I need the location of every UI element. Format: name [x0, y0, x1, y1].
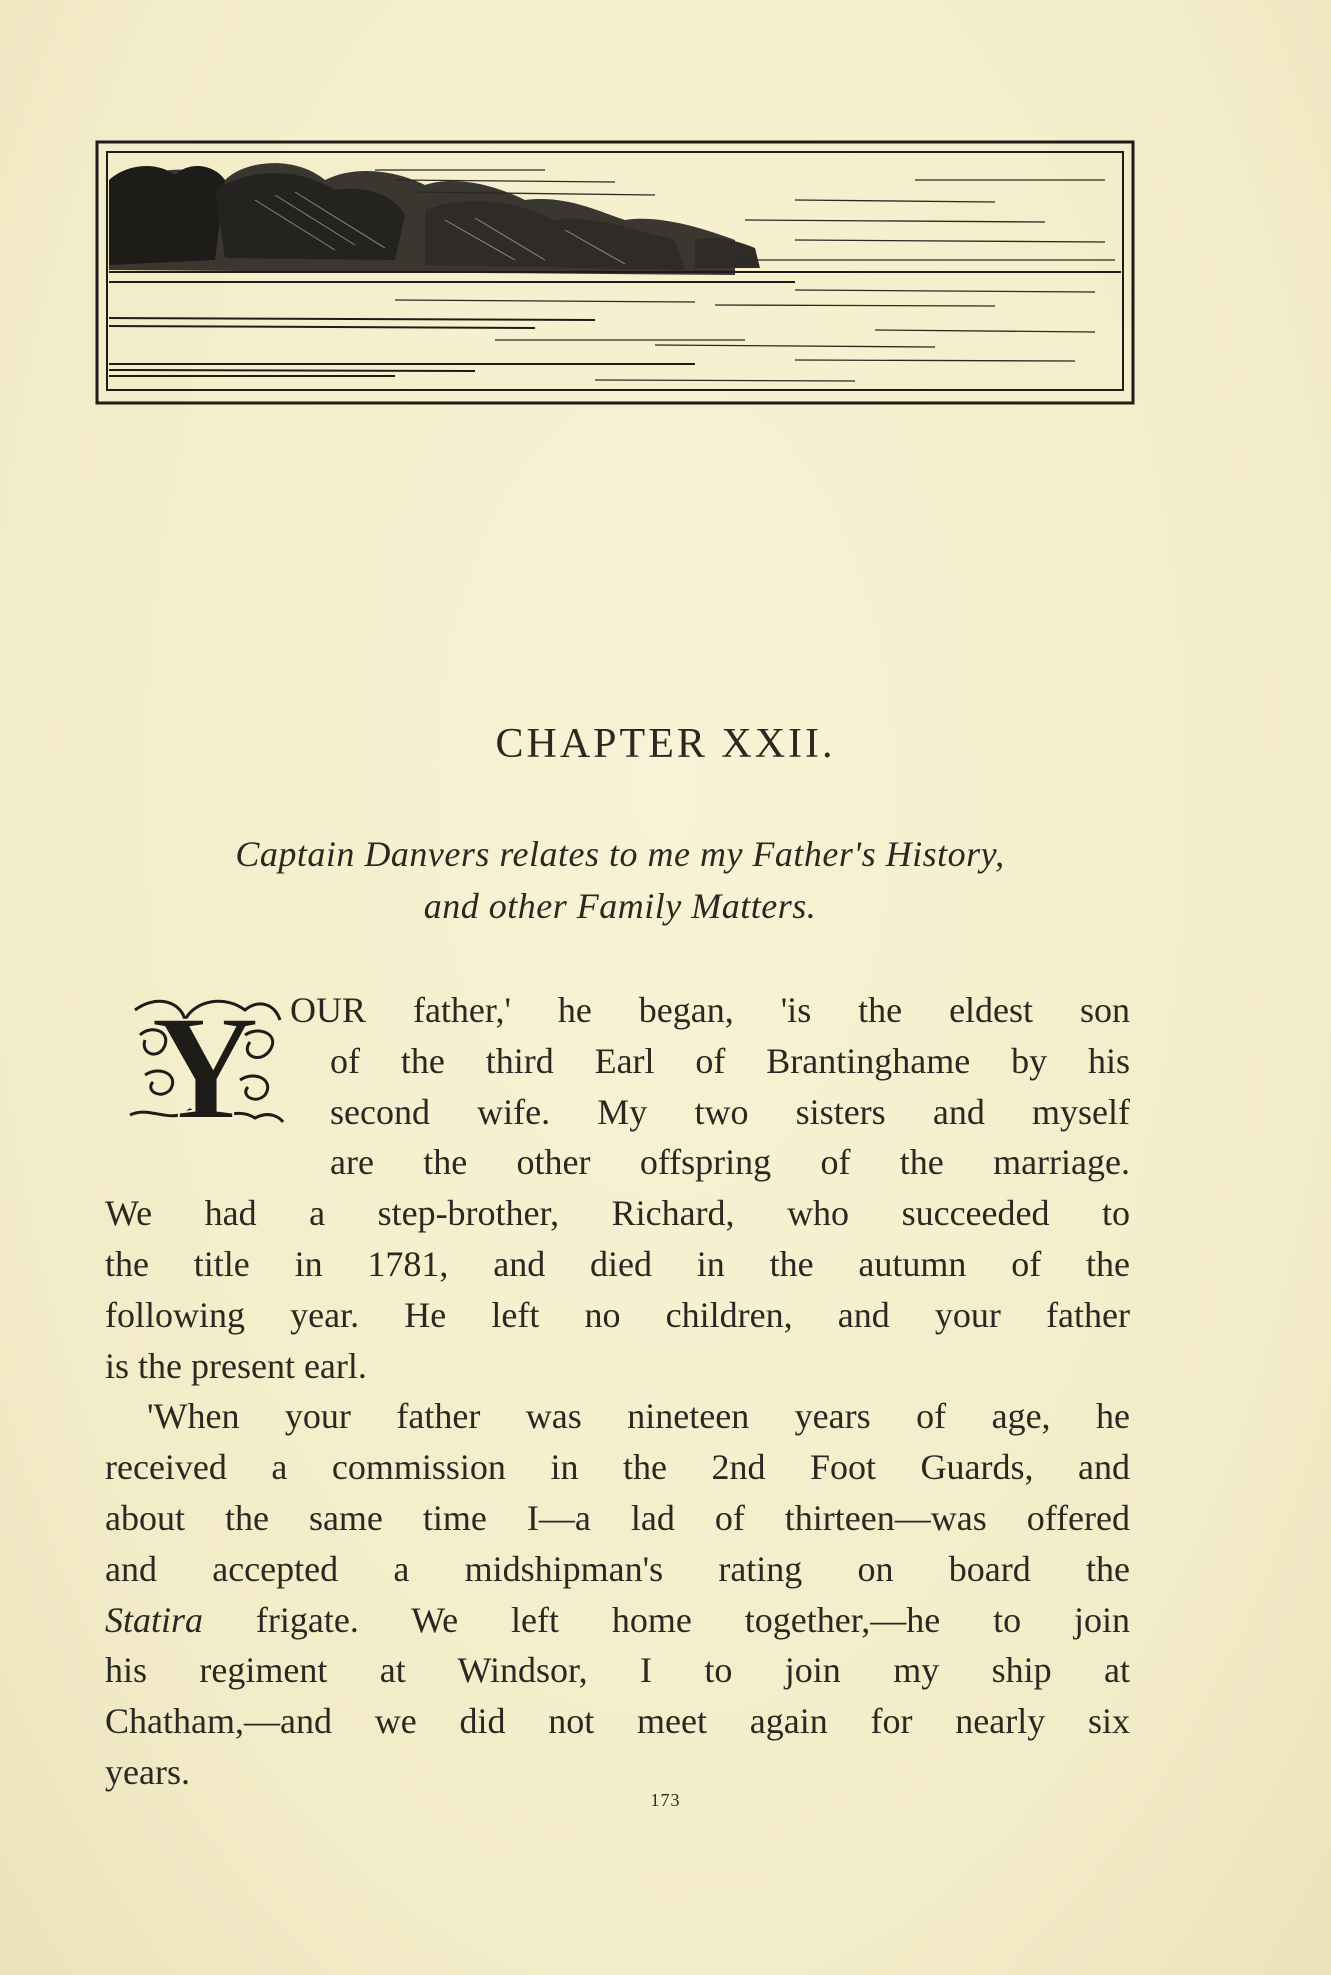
chapter-subtitle: [105, 828, 1135, 932]
text-line-4: are the other offspring of the marriage.: [330, 1142, 1130, 1183]
chapter-body-text: [105, 985, 1130, 1798]
text-line-3: second wife. My two sisters and myself: [330, 1091, 1130, 1132]
text-line-10: received a commission in the 2nd Foot Guards, and: [105, 1447, 1130, 1488]
text-line-13: Statira frigate. We left home together,—he to join: [105, 1599, 1130, 1640]
text-line-9: 'When your father was nineteen years of age, he: [147, 1396, 1130, 1437]
page-number: 173: [650, 1790, 681, 1810]
text-line-14: his regiment at Windsor, I to join my ship at: [105, 1650, 1130, 1691]
subtitle-line-1: Captain Danvers relates to me my Father's History,: [235, 834, 1005, 874]
text-line-5: We had a step-brother, Richard, who succeeded to: [105, 1193, 1130, 1234]
text-line-8: is the present earl.: [105, 1345, 367, 1386]
text-line-15: Chatham,—and we did not meet again for nearly six: [105, 1701, 1130, 1742]
text-line-1: OUR father,' he began, 'is the eldest son: [290, 990, 1130, 1030]
text-line-6: the title in 1781, and died in the autumn of the: [105, 1243, 1130, 1284]
text-line-2: of the third Earl of Brantinghame by his: [330, 1040, 1130, 1081]
landscape-engraving-headpiece: [95, 140, 1135, 405]
text-line-7: following year. He left no children, and your father: [105, 1294, 1130, 1335]
drop-cap-letter: Y: [150, 990, 260, 1140]
text-line-12: and accepted a midshipman's rating on board the: [105, 1548, 1130, 1589]
subtitle-line-2: and other Family Matters.: [423, 886, 817, 926]
text-line-16: years.: [105, 1751, 190, 1792]
text-line-11: about the same time I—a lad of thirteen—was offered: [105, 1497, 1130, 1538]
chapter-title: CHAPTER XXII.: [495, 721, 836, 767]
